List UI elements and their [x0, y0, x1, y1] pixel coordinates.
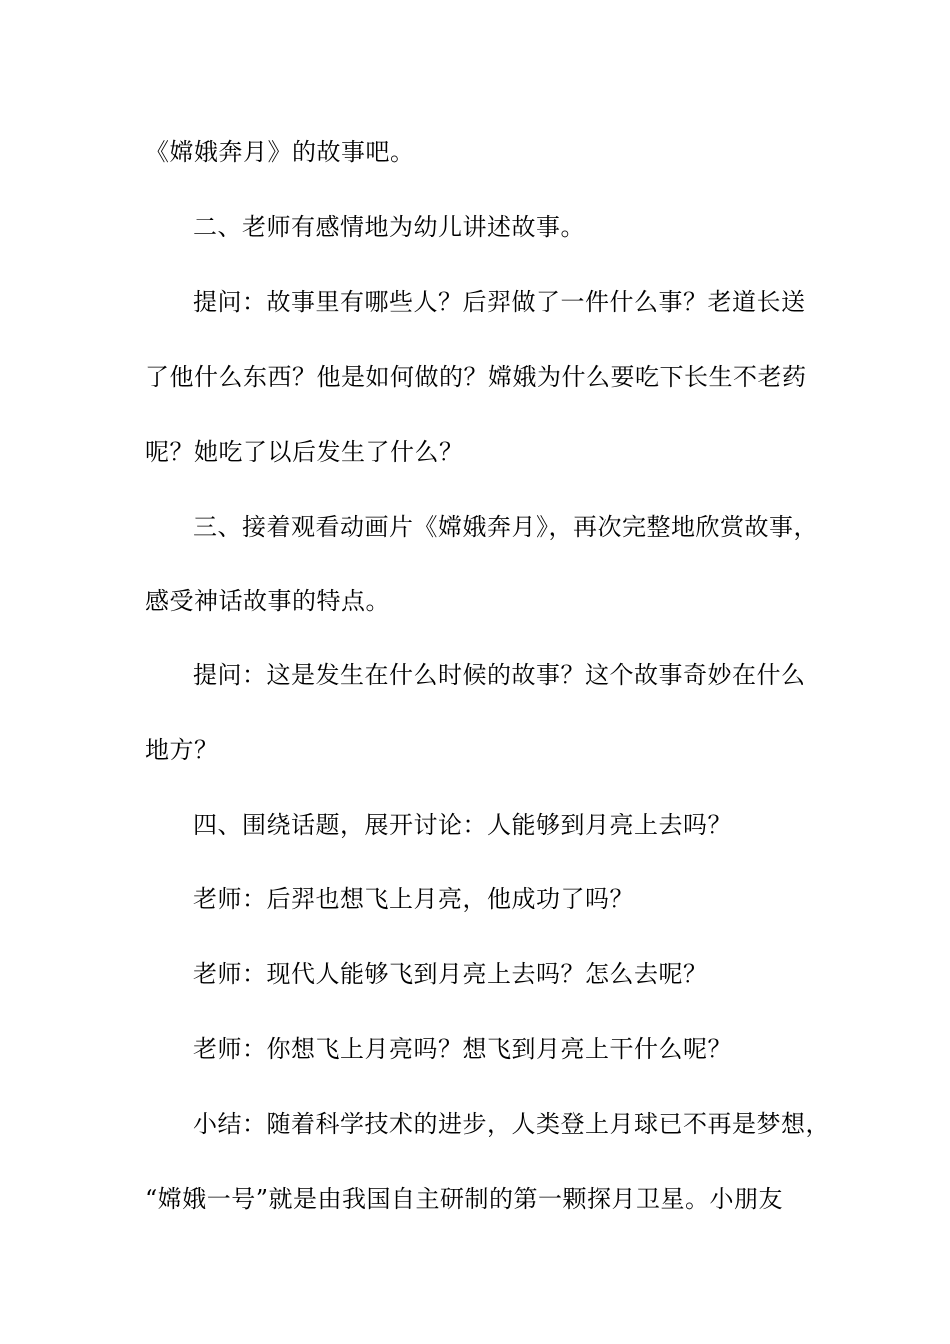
text-line: 呢？她吃了以后发生了什么？	[145, 438, 464, 466]
text-line: 老师：你想飞上月亮吗？想飞到月亮上干什么呢？	[193, 1035, 732, 1063]
text-line: 提问：故事里有哪些人？后羿做了一件什么事？老道长送	[193, 288, 806, 316]
text-line: 感受神话故事的特点。	[145, 587, 390, 615]
text-line: 老师：后羿也想飞上月亮，他成功了吗？	[193, 885, 634, 913]
section-heading: 四、围绕话题，展开讨论：人能够到月亮上去吗？	[193, 811, 732, 839]
section-heading: 二、老师有感情地为幼儿讲述故事。	[193, 213, 585, 241]
text-line: 小结：随着科学技术的进步，人类登上月球已不再是梦想，	[193, 1110, 830, 1138]
text-line: “嫦娥一号”就是由我国自主研制的第一颗探月卫星。小朋友	[145, 1185, 784, 1213]
text-line: 老师：现代人能够飞到月亮上去吗？怎么去呢？	[193, 960, 708, 988]
text-line: 《嫦娥奔月》的故事吧。	[145, 138, 415, 166]
text-line: 了他什么东西？他是如何做的？嫦娥为什么要吃下长生不老药	[145, 363, 807, 391]
section-heading: 三、接着观看动画片《嫦娥奔月》，再次完整地欣赏故事，	[193, 513, 818, 541]
text-line: 地方？	[145, 736, 219, 764]
text-line: 提问：这是发生在什么时候的故事？这个故事奇妙在什么	[193, 661, 806, 689]
